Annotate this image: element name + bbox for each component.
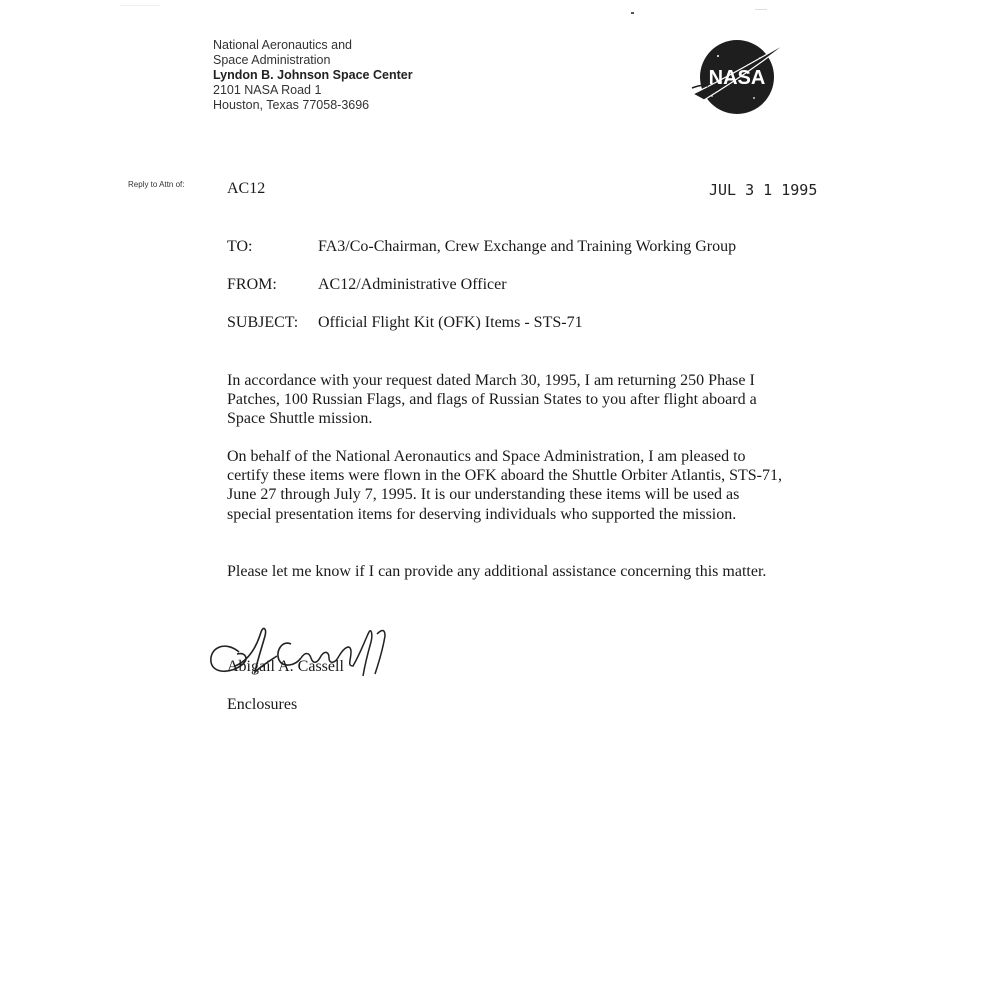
subject-label: SUBJECT: [227, 314, 299, 331]
address-line2: Houston, Texas 77058-3696 [213, 98, 370, 112]
reply-to-label: Reply to Attn of: [128, 180, 185, 189]
reply-to-value: AC12 [227, 180, 266, 197]
to-label: TO: [227, 238, 253, 255]
body-paragraph-2: On behalf of the National Aeronautics and Space Administration, I am pleased to certify these items were flown in the OFK aboard the Shuttle Orbiter Atlantis, STS-71, June 27 through July 7, 1995. It is our understanding these items will be used as special presentation items for deserving individuals who supported the mission. [227, 448, 782, 523]
letterhead [213, 38, 413, 113]
from-label: FROM: [227, 276, 277, 293]
scan-specks [0, 0, 1000, 60]
date-stamp: JUL 3 1 1995 [709, 181, 818, 199]
address-line1: 2101 NASA Road 1 [213, 83, 322, 97]
to-value: FA3/Co-Chairman, Crew Exchange and Training Working Group [318, 238, 737, 255]
body-paragraph-1: In accordance with your request dated March 30, 1995, I am returning 250 Phase I Patches, 100 Russian Flags, and flags of Russian States to you after flight aboard a Space Shuttle mission. [227, 372, 757, 428]
agency-name-line2: Space Administration [213, 53, 331, 67]
body-paragraph-3: Please let me know if I can provide any additional assistance concerning this matter. [227, 563, 767, 580]
logo-text: NASA [708, 67, 766, 89]
signer-name: Abigail A. Cassell [227, 658, 344, 675]
enclosures-note: Enclosures [227, 696, 298, 713]
from-value: AC12/Administrative Officer [318, 276, 507, 293]
subject-value: Official Flight Kit (OFK) Items - STS-71 [318, 314, 583, 331]
center-name: Lyndon B. Johnson Space Center [213, 68, 413, 82]
nasa-meatball-logo [690, 36, 790, 118]
agency-name-line1: National Aeronautics and [213, 38, 352, 52]
